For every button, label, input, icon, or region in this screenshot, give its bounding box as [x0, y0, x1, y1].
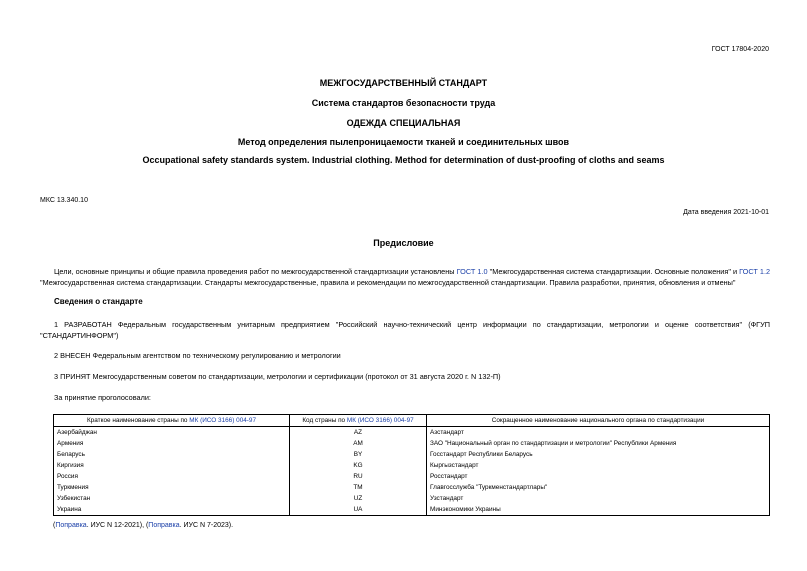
body-cell: Азстандарт	[427, 427, 770, 439]
country-cell: Азербайджан	[54, 427, 290, 439]
amendment-text-2: . ИУС N 7-2023).	[179, 522, 234, 529]
body-cell: Минэкономики Украины	[427, 504, 770, 516]
method-title: Метод определения пылепроницаемости тканей и соединительных швов	[237, 137, 570, 147]
preface-text-2: "Межгосударственная система стандартизации. Основные положения" и	[489, 267, 738, 276]
voting-countries-table	[53, 414, 770, 516]
table-row	[54, 438, 770, 449]
mk-iso-link[interactable]: МК (ИСО 3166) 004-97	[189, 417, 257, 424]
introduction-date: Дата введения 2021-10-01	[683, 209, 769, 216]
gost-1-2-link[interactable]: ГОСТ 1.2	[739, 267, 771, 276]
preface-text-1: Цели, основные принципы и общие правила проведения работ по межгосударственной стандартизации установлены	[54, 267, 455, 276]
english-title: Occupational safety standards system. Industrial clothing. Method for determination of dust-proofing of cloths and seams	[142, 155, 665, 165]
country-cell: Армения	[54, 438, 290, 449]
table-row	[54, 427, 770, 439]
voted-label: За принятие проголосовали:	[54, 393, 151, 402]
preface-text-3: "Межгосударственная система стандартизации. Стандарты межгосударственные, правила и рекомендации по межгосударственной стандартизации. Правила разработки, принятия, обновления и отмены"	[40, 278, 736, 287]
header-country-name-text: Краткое наименование страны по	[86, 417, 188, 424]
table-row	[54, 504, 770, 516]
amendment-text-1: . ИУС N 12-2021), (	[86, 522, 149, 529]
table-row	[54, 482, 770, 493]
table-row	[54, 471, 770, 482]
code-cell: BY	[290, 449, 427, 460]
table-row	[54, 449, 770, 460]
system-title: Система стандартов безопасности труда	[311, 98, 496, 108]
code-cell: TM	[290, 482, 427, 493]
amendments-open: (	[53, 522, 56, 529]
document-code: ГОСТ 17804-2020	[711, 46, 769, 53]
amendments-note	[53, 522, 233, 529]
table-row	[54, 460, 770, 471]
body-cell: ЗАО "Национальный орган по стандартизации и метрологии" Республики Армения	[427, 438, 770, 449]
body-cell: Росстандарт	[427, 471, 770, 482]
document-heading: МЕЖГОСУДАРСТВЕННЫЙ СТАНДАРТ	[319, 78, 488, 88]
body-cell: Госстандарт Республики Беларусь	[427, 449, 770, 460]
header-standards-body: Сокращенное наименование национального органа по стандартизации	[427, 415, 770, 427]
country-cell: Туркмения	[54, 482, 290, 493]
body-cell: Главгосслужба "Туркменстандартлары"	[427, 482, 770, 493]
header-country-name	[54, 415, 290, 427]
country-cell: Узбекистан	[54, 493, 290, 504]
preface-paragraph	[40, 266, 770, 288]
code-cell: UZ	[290, 493, 427, 504]
body-cell: Кыргызстандарт	[427, 460, 770, 471]
header-country-code-text: Код страны по	[302, 417, 346, 424]
code-cell: UA	[290, 504, 427, 516]
code-cell: AM	[290, 438, 427, 449]
mk-iso-link[interactable]: МК (ИСО 3166) 004-97	[346, 417, 414, 424]
table-row	[54, 493, 770, 504]
amendment-link-2[interactable]: Поправка	[148, 522, 180, 529]
country-cell: Киргизия	[54, 460, 290, 471]
table-header-row	[54, 415, 770, 427]
amendment-link-1[interactable]: Поправка	[55, 522, 87, 529]
gost-1-0-link[interactable]: ГОСТ 1.0	[456, 267, 488, 276]
item-adopted: 3 ПРИНЯТ Межгосударственным советом по стандартизации, метрологии и сертификации (протокол от 31 августа 2020 г. N 132-П)	[54, 372, 501, 381]
item-submitted: 2 ВНЕСЕН Федеральным агентством по техническому регулированию и метрологии	[54, 351, 341, 360]
country-cell: Беларусь	[54, 449, 290, 460]
country-cell: Украина	[54, 504, 290, 516]
item-developed: 1 РАЗРАБОТАН Федеральным государственным унитарным предприятием "Российский научно-технический центр информации по стандартизации, метрологии и оценке соответствия" (ФГУП "СТАНДАРТИНФОРМ")	[40, 320, 770, 340]
info-title: Сведения о стандарте	[54, 297, 143, 306]
code-cell: AZ	[290, 427, 427, 439]
country-cell: Россия	[54, 471, 290, 482]
mks-code: МКС 13.340.10	[40, 197, 88, 204]
preface-title: Предисловие	[373, 238, 434, 248]
code-cell: RU	[290, 471, 427, 482]
code-cell: KG	[290, 460, 427, 471]
body-cell: Узстандарт	[427, 493, 770, 504]
subject-title: ОДЕЖДА СПЕЦИАЛЬНАЯ	[346, 118, 461, 128]
header-country-code	[290, 415, 427, 427]
